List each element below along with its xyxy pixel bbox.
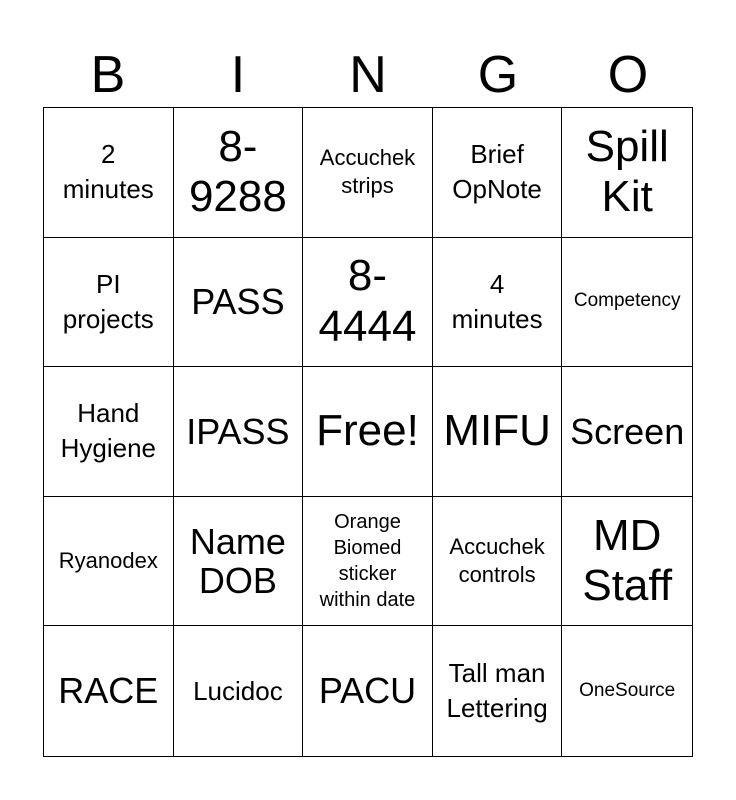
cell-text: PASS	[191, 281, 285, 323]
cell-text: Brief OpNote	[452, 139, 542, 205]
free-space-text: Free!	[316, 406, 419, 456]
bingo-cell	[303, 108, 433, 238]
bingo-cell	[44, 238, 174, 368]
cell-text: Name DOB	[189, 520, 286, 602]
bingo-cell	[433, 626, 563, 756]
header-letter-b: B	[90, 46, 126, 104]
free-space-cell	[303, 367, 433, 497]
bingo-header	[43, 44, 693, 106]
cell-text: Accuchek controls	[449, 533, 545, 588]
cell-text: Lucidoc	[193, 675, 283, 706]
cell-text: Accuchek strips	[319, 144, 416, 199]
cell-text: Screen	[570, 410, 685, 452]
bingo-cell	[433, 238, 563, 368]
bingo-cell	[44, 497, 174, 627]
bingo-cell	[174, 238, 304, 368]
bingo-cell	[174, 367, 304, 497]
cell-text: RACE	[58, 670, 159, 712]
cell-text: OneSource	[579, 679, 676, 701]
cell-text: Competency	[573, 290, 681, 312]
cell-text: 4 minutes	[451, 268, 543, 334]
bingo-cell	[562, 626, 692, 756]
bingo-cell	[433, 108, 563, 238]
cell-text: IPASS	[186, 410, 290, 452]
bingo-cell	[562, 238, 692, 368]
bingo-cell	[44, 108, 174, 238]
bingo-cell	[174, 626, 304, 756]
header-letter-i: I	[230, 46, 246, 104]
bingo-cell	[303, 238, 433, 368]
bingo-board	[43, 107, 693, 757]
bingo-cell	[174, 497, 304, 627]
bingo-cell	[562, 367, 692, 497]
cell-text: Tall man Lettering	[446, 658, 548, 724]
cell-text: PI projects	[62, 268, 154, 334]
cell-text: Spill Kit	[585, 121, 669, 222]
bingo-cell	[303, 626, 433, 756]
bingo-cell	[44, 626, 174, 756]
cell-text: MD Staff	[582, 510, 673, 611]
bingo-cell	[44, 367, 174, 497]
cell-text: 8- 4444	[318, 251, 417, 351]
header-letter-o: O	[607, 46, 649, 104]
header-letter-n: N	[349, 46, 387, 104]
bingo-cell	[174, 108, 304, 238]
cell-text: Hand Hygiene	[60, 398, 156, 464]
bingo-cell	[433, 367, 563, 497]
cell-text: PACU	[318, 670, 417, 712]
bingo-cell	[562, 108, 692, 238]
cell-text: MIFU	[443, 406, 551, 456]
bingo-cell	[433, 497, 563, 627]
cell-text: 2 minutes	[62, 139, 154, 205]
cell-text: 8- 9288	[188, 121, 287, 222]
cell-text: Orange Biomed sticker within date	[319, 511, 416, 612]
header-letter-g: G	[477, 46, 519, 104]
bingo-cell	[303, 497, 433, 627]
bingo-cell	[562, 497, 692, 627]
cell-text: Ryanodex	[58, 547, 158, 573]
